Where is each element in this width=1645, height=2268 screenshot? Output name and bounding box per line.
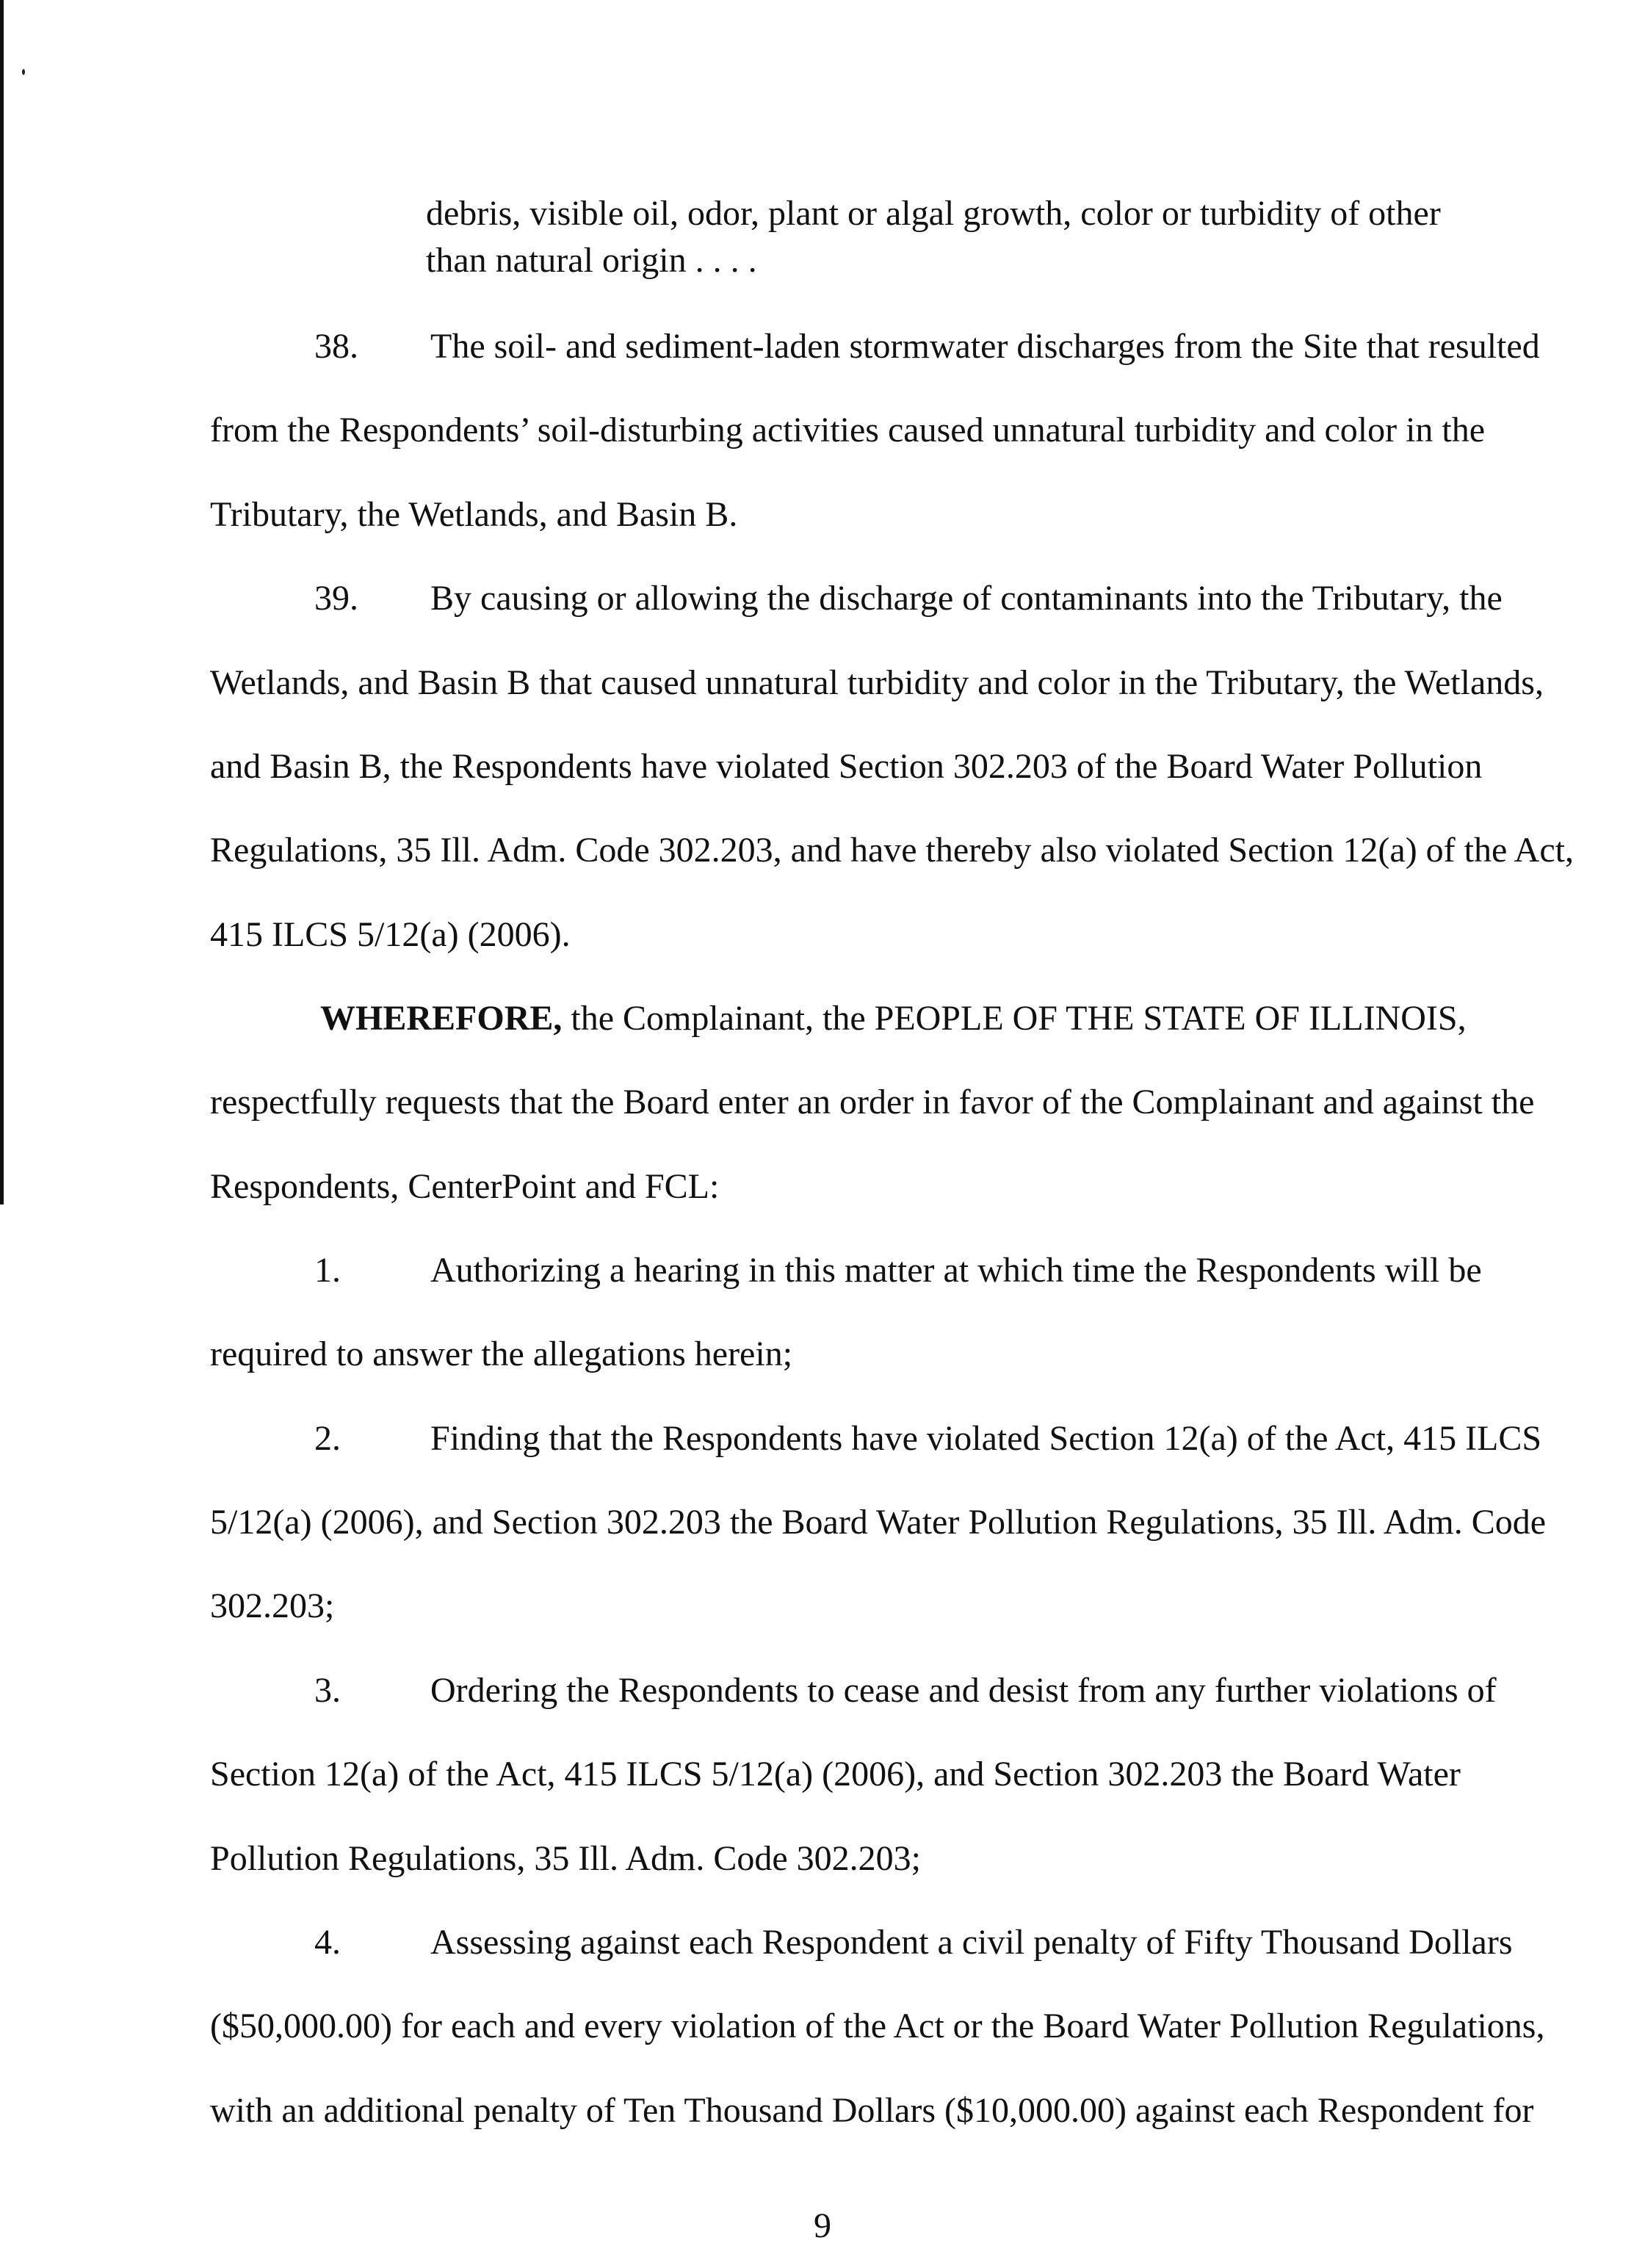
quote-line: than natural origin . . . . bbox=[426, 241, 757, 280]
relief-item-text: Finding that the Respondents have violated Section 12(a) of the Act, 415 ILCS bbox=[430, 1419, 1542, 1458]
wherefore-text: Respondents, CenterPoint and FCL: bbox=[210, 1167, 720, 1206]
paragraph-number: 38. bbox=[314, 327, 358, 366]
paragraph-number: 39. bbox=[314, 579, 358, 618]
relief-item-text: Authorizing a hearing in this matter at which time the Respondents will be bbox=[430, 1251, 1482, 1290]
wherefore-text: respectfully requests that the Board enter an order in favor of the Complainant and against the bbox=[210, 1083, 1535, 1122]
relief-item-text: Assessing against each Respondent a civil penalty of Fifty Thousand Dollars bbox=[430, 1923, 1513, 1962]
relief-item-number: 2. bbox=[314, 1419, 341, 1458]
scan-edge-bar bbox=[0, 0, 4, 1205]
relief-item-text: Ordering the Respondents to cease and desist from any further violations of bbox=[430, 1671, 1497, 1710]
relief-item-number: 3. bbox=[314, 1671, 341, 1710]
wherefore-text: the Complainant, the PEOPLE OF THE STATE OF ILLINOIS, bbox=[562, 999, 1467, 1038]
quote-line: debris, visible oil, odor, plant or algal growth, color or turbidity of other bbox=[426, 194, 1441, 233]
relief-item-number: 1. bbox=[314, 1251, 341, 1290]
relief-item-text: with an additional penalty of Ten Thousand Dollars ($10,000.00) against each Respondent for bbox=[210, 2091, 1534, 2130]
relief-item-text: 302.203; bbox=[210, 1586, 335, 1625]
paragraph-text: By causing or allowing the discharge of contaminants into the Tributary, the bbox=[430, 579, 1503, 618]
scan-speck bbox=[22, 69, 25, 75]
page-number: 9 bbox=[814, 2206, 831, 2245]
paragraph-text: and Basin B, the Respondents have violated Section 302.203 of the Board Water Pollution bbox=[210, 747, 1483, 786]
paragraph-text: The soil- and sediment-laden stormwater discharges from the Site that resulted bbox=[430, 327, 1540, 366]
wherefore-line bbox=[320, 997, 1467, 1040]
paragraph-text: 415 ILCS 5/12(a) (2006). bbox=[210, 915, 571, 954]
paragraph-text: from the Respondents’ soil-disturbing activities caused unnatural turbidity and color in the bbox=[210, 411, 1486, 449]
relief-item-text: ($50,000.00) for each and every violation of the Act or the Board Water Pollution Regulations, bbox=[210, 2007, 1545, 2045]
relief-item-number: 4. bbox=[314, 1923, 341, 1962]
wherefore-heading: WHEREFORE, bbox=[320, 999, 563, 1038]
paragraph-text: Wetlands, and Basin B that caused unnatural turbidity and color in the Tributary, the Wetlands, bbox=[210, 663, 1544, 702]
relief-item-text: Pollution Regulations, 35 Ill. Adm. Code 302.203; bbox=[210, 1839, 922, 1878]
relief-item-text: 5/12(a) (2006), and Section 302.203 the Board Water Pollution Regulations, 35 Ill. Adm. Code bbox=[210, 1503, 1547, 1542]
relief-item-text: Section 12(a) of the Act, 415 ILCS 5/12(a) (2006), and Section 302.203 the Board Water bbox=[210, 1755, 1461, 1794]
relief-item-text: required to answer the allegations herein; bbox=[210, 1335, 793, 1373]
paragraph-text: Regulations, 35 Ill. Adm. Code 302.203, and have thereby also violated Section 12(a) of the Act, bbox=[210, 831, 1574, 870]
paragraph-text: Tributary, the Wetlands, and Basin B. bbox=[210, 495, 738, 534]
